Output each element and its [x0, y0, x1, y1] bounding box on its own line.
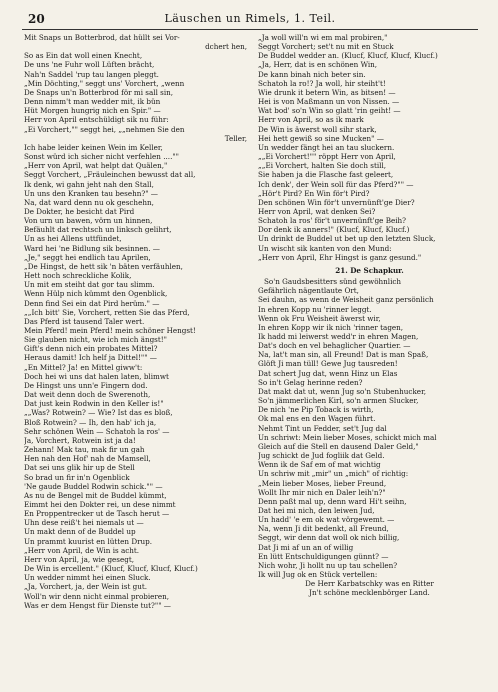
text-line: Uhn dese reiß't hei niemals ut —	[24, 518, 144, 528]
text-line: Un mit em steiht dat gor tau slimm.	[24, 280, 155, 290]
text-line: Nah'n Saddel 'rup tau langen pleggt.	[24, 69, 159, 79]
text-line: Un prammt kuurist en lütten Drup.	[24, 536, 153, 546]
section-heading: 21. De Schapkur.	[335, 265, 404, 275]
text-line: Sei dauhn, as wenn de Weisheit ganz persönlich	[258, 295, 434, 305]
text-line: „Herr von April, de Win is acht.	[24, 545, 140, 555]
text-line: Sonst würd ich sicher nicht verfehlen ....""	[24, 152, 179, 162]
text-line: De Buddel wedder an. (Klucf, Klucf, Klucf, Klucf.)	[258, 51, 438, 61]
text-line: Dat sei uns glik hir up de Stell	[24, 463, 135, 473]
text-line: „Ja, Vorchert, ja, der Wein ist gut.	[24, 582, 148, 592]
text-line: Mein Pferd! mein Pferd! mein schöner Hengst!	[24, 326, 196, 335]
text-line: Was er dem Hengst für Dienste tut?"" —	[24, 600, 171, 610]
text-line: Seggt Vorchert, „Fräuleinchen bewusst dat all,	[24, 170, 196, 180]
text-line: „Mein lieber Moses, lieber Freund,	[258, 478, 387, 488]
text-line: Das Pferd ist tausend Taler wert.	[24, 316, 145, 326]
text-line: Sehr schönen Wein — Schatoh la ros' —	[24, 426, 170, 436]
text-line: Ich denk', der Wein soll für das Pferd?"" —	[258, 179, 414, 189]
text-line: Nich wohr, Ji hollt nu up tau schellen?	[258, 560, 398, 570]
text-line: Wenn Hülp nich kümmt den Ogenblick,	[24, 289, 168, 299]
text-line: Dor denk ik anners!" (Klucf, Klucf, Klucf.)	[258, 225, 410, 235]
text-line: „„Ei Vorchert!"" röppt Herr von April,	[258, 152, 396, 162]
text-line: De Hingst uns unn'e Fingern dod.	[24, 380, 148, 390]
text-line: Un schriw mit „mir" un „mich" of richtig:	[258, 469, 409, 479]
text-line: Seggt Vorchert; set't nu mit en Stuck	[258, 42, 394, 52]
text-line: Dat just kein Rodwin in den Keller is!"	[24, 399, 164, 409]
text-line: Teller,	[224, 133, 247, 143]
text-line: Un as hei Allens uttfündet,	[24, 234, 122, 244]
text-line: Un makt denn of de Buddel up	[24, 527, 136, 537]
text-line: Schatoh la ros' för't unvernünft'ge Beih?	[258, 216, 407, 226]
text-line: Denn find Sei ein dat Pird herüm." —	[24, 298, 160, 308]
text-line: Gleich auf die Stell en dausend Daler Geld,"	[258, 441, 419, 451]
text-line: Ik hadd mi leiwerst wedd'r in ehren Magen,	[258, 332, 419, 341]
text-line: De nich 'ne Pip Toback is wirth,	[258, 405, 374, 415]
text-line: Wenn ik de Saf em of mat wichtig	[258, 460, 381, 470]
text-line: Wie drunk it betern Win, as bitsen! —	[258, 87, 396, 97]
text-line: Wollt Ihr mir nich en Daler leih'n?"	[258, 487, 386, 497]
text-line: Gefährlich nägentlaute Ort,	[258, 286, 359, 296]
text-line: De Win is äwerst woll sihr stark,	[258, 124, 377, 134]
text-line: „Ja woll will'n wi em mal probiren,"	[258, 33, 388, 42]
text-line: Herr von April, ja, wie gesegt,	[24, 554, 135, 564]
text-line: Denn paßt mal up, denn ward Hi't seihn,	[258, 496, 407, 506]
text-line: Sie haben ja die Flasche fast geleert,	[258, 170, 394, 180]
text-line: Heraus damit! Ich helf ja Dittel!"" —	[24, 353, 157, 363]
text-line: Un wischt sik kanten von den Mund:	[258, 243, 392, 253]
text-line: Herr von April, wat denken Sei?	[258, 206, 376, 216]
right-column	[258, 33, 481, 598]
text-line: „Min Döchting," seggt uns' Vorchert, „wenn	[24, 78, 185, 88]
text-line: Dat makt dat ut, wenn Jug so'n Stubenhucker,	[258, 386, 426, 396]
text-line: „„Ei Vorchert, halten Sie doch still,	[258, 161, 387, 171]
text-line: Jn't schöne mecklenbörger Land.	[309, 588, 430, 598]
text-line: Na, wenn Ji dit bedenkt, all Freund,	[258, 524, 389, 534]
header-rule	[22, 29, 478, 30]
text-line: Un schriwt: Mein lieber Moses, schickt mich mal	[258, 432, 437, 442]
text-line: Nehmt Tint un Fedder, set't Jug dal	[258, 423, 387, 433]
text-line: Dat hei mi nich, den leiwen Jud,	[258, 505, 375, 515]
text-line: Gift's denn nich ein probates Mittel?	[24, 344, 158, 354]
text-line: In ehren Kopp nu 'rinner leggt.	[258, 304, 372, 314]
text-line: Dat's doch en vel behaglicher Quartier. —	[258, 341, 411, 351]
text-line: Ik will Jug ok en Stück vertellen:	[258, 570, 378, 580]
text-line: Herr von April entschüldigt sik nu führ:	[24, 115, 169, 125]
text-line: Un drinkt de Buddel ut bet up den letzten Sluck,	[258, 234, 436, 244]
text-line: Un hadd' 'e em ok wat vörgewemt. —	[258, 515, 395, 525]
text-line: Wat bod' so'n Win so glatt 'rin geiht! —	[258, 106, 401, 116]
text-line: So in't Gelag herinne reden?	[258, 377, 363, 387]
text-line: Hüt Morgen hungrig nich en Spir." —	[24, 106, 161, 116]
text-line: Woll'n wir denn nicht einmal probieren,	[24, 591, 170, 601]
text-line: „Ja, Herr, dat is en schönen Win,	[258, 60, 378, 70]
text-line: En Proppentrecker ut de Tasch herut —	[24, 509, 170, 519]
text-line: De Herr Karbatschky was en Ritter	[305, 579, 434, 589]
text-line: Wenn ok Fru Weisheit äwerst wir,	[258, 313, 381, 323]
text-line: As nu de Bengel mit de Buddel kümmt,	[24, 490, 167, 500]
text-line: Von urn un bawen, vörn un hinnen,	[24, 216, 153, 226]
text-line: De Dokter, he besicht dat Pird	[24, 206, 135, 216]
text-line: Dat weit denn doch de Swerenoth,	[24, 390, 151, 400]
text-line: Ok mal ens en den Wagen führt.	[258, 414, 376, 424]
text-line: Dat Ji mi af un an of willig	[258, 542, 354, 552]
text-line: Un wedder nimmt hei einen Sluck.	[24, 573, 151, 583]
left-column	[24, 33, 247, 610]
text-line: Bloß Rotwein? — Ih, den hab' ich ja,	[24, 417, 157, 427]
page-header	[22, 10, 478, 28]
text-line: Sie glauben nicht, wie ich mich ängst!"	[24, 335, 167, 345]
text-line: Hei hett gewiß so sine Mucken" —	[258, 133, 384, 143]
text-line: „Herr von April, wat helpt dat Quälen,"	[24, 161, 168, 171]
text-line: So'n jämmerlichen Kirl, so'n armen Slucker,	[258, 396, 419, 406]
text-line: „De Hingst, de hett sik 'n bäten verfäuhlen,	[24, 261, 183, 271]
text-line: So as Ein dat woll einen Knecht,	[24, 51, 143, 61]
text-line: In ehren Kopp wir ik nich 'rinner tagen,	[258, 322, 404, 332]
text-line: Ik denk, wi gahn jeht nah den Stall,	[24, 179, 154, 189]
text-line: Glöft Ji man tüll! Gewe Jug tausreden!	[258, 359, 398, 369]
text-line: Ja, Vorchert, Rotwein ist ja da!	[24, 435, 136, 445]
text-line: De kann binah nich beter sin.	[258, 69, 366, 79]
running-head: Läuschen un Rimels, 1. Teil.	[164, 12, 336, 25]
text-line: Eimmt hei den Dokter rei, un dese nimmt	[24, 499, 176, 509]
text-line: Jug schickt de Jud fogliik dat Geld.	[258, 451, 385, 461]
text-line: Mit Snaps un Botterbrod, dat hüllt sei Vor-	[24, 33, 180, 42]
text-line: Zehann! Mak tau, mak fir un gah	[24, 445, 145, 455]
text-line: Schatoh la ro!? Ja woll, hir steiht't!	[258, 78, 386, 88]
text-line: Den schönen Win för't unvernünft'ge Dier?	[258, 197, 415, 207]
text-line: Na, dat ward denn nu ok geschehn,	[24, 197, 154, 207]
text-line: „En Mittel? Ja! en Mittel giww't:	[24, 362, 143, 372]
text-line: Denn nimm't man wedder mit, ik bün	[24, 97, 161, 107]
text-line: De Snaps un'n Botterbrod för mi sall sin,	[24, 87, 174, 97]
text-line: Seggt, wir denn dat woll ok nich billig,	[258, 533, 400, 543]
text-line: Hett noch schreckliche Kolik,	[24, 271, 132, 281]
text-line: „Ei Vorchert,"" seggt hei, „„nehmen Sie den	[24, 124, 185, 134]
text-line: Un uns den Kranken tau besehn?" —	[24, 188, 158, 198]
text-line: Ich habe leider keinen Wein im Keller,	[24, 142, 163, 152]
text-line: 'Ne gaude Buddel Rodwin schick."" —	[24, 481, 163, 491]
text-line: „„Ich bitt' Sie, Vorchert, retten Sie das Pferd,	[24, 307, 190, 317]
page-number: 20	[28, 12, 45, 26]
text-line: Hei is von Maßmann un von Nissen. —	[258, 97, 400, 107]
text-line: En lütt Entschuldigungen günnt? —	[258, 551, 389, 561]
text-line: Na, lat't man sin, all Freund! Dat is man Spaß,	[258, 350, 429, 360]
text-line: Ward hei 'ne Bidlung sik besinnen. —	[24, 243, 160, 253]
text-line: Hen nah den Hof' nah de Mamsell,	[24, 454, 151, 464]
text-line: „Je," seggt hei endlich tau Aprilen,	[24, 252, 151, 262]
text-line: So'n Gaudsbesitters sünd gewöhnlich	[264, 277, 402, 287]
text-line: „Hör't Pird? En Win för't Pird?	[258, 188, 370, 198]
text-line: Dat schert Jug dat, wenn Hinz un Elas	[258, 368, 398, 378]
text-line: Un wedder fängt hei an tau sluckern.	[258, 142, 395, 152]
text-line: Herr von April, so as ik mark	[258, 115, 364, 125]
text-line: „Herr von April, Ehr Hingst is ganz gesund."	[258, 252, 422, 262]
text-line: So brad un fir in'n Ogenblick	[24, 472, 130, 482]
text-line: Doch hei wi uns dat halen laten, blimwt	[24, 371, 169, 381]
text-line: Befäuhlt dat rechtsch un linksch gelihrt,	[24, 225, 172, 235]
text-line: „„Was? Rotwein? — Wie? Ist das es bloß,	[24, 408, 173, 418]
text-line: De uns 'ne Fuhr woll Lüften brächt,	[24, 60, 155, 70]
text-line: De Win is ercellent." (Klucf, Klucf, Klucf, Klucf.)	[24, 564, 198, 574]
text-line: dchert hen,	[205, 42, 247, 52]
